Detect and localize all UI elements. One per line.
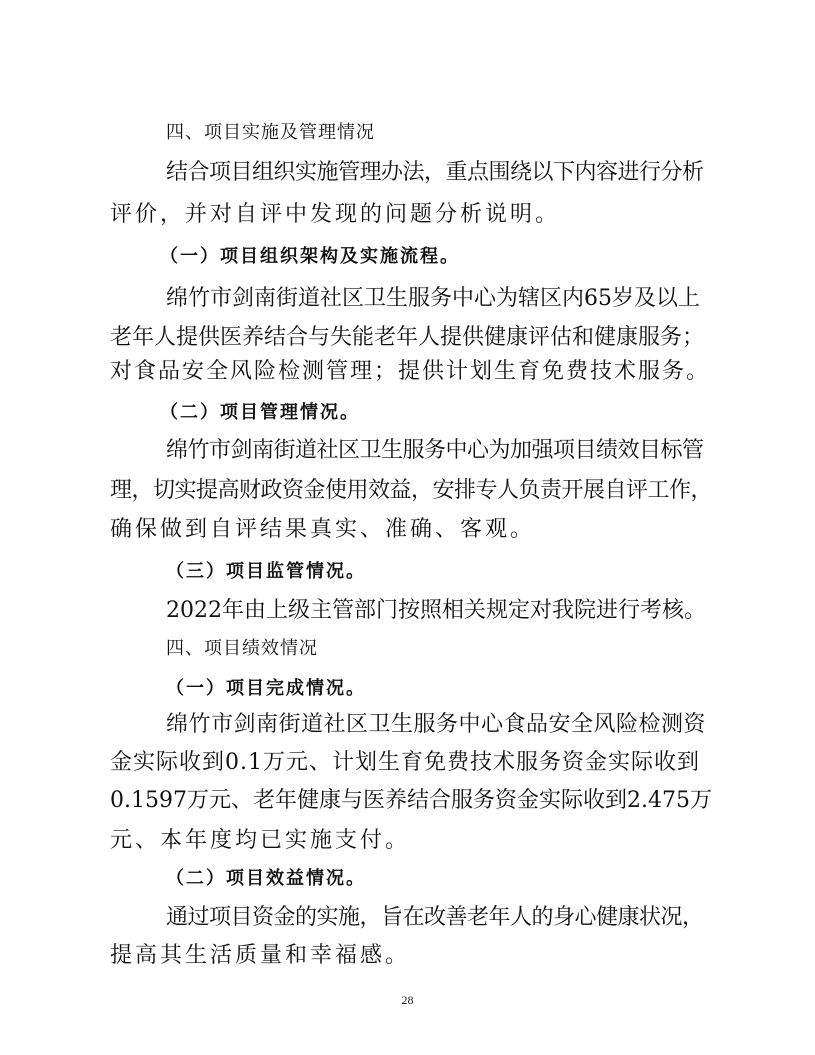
paragraph-line: 提高其生活质量和幸福感。	[110, 943, 411, 968]
subsection-heading-benefit: （二）项目效益情况。	[166, 868, 366, 889]
subsection-heading-organization: （一）项目组织架构及实施流程。	[160, 246, 460, 267]
paragraph-line: 评价，并对自评中发现的问题分析说明。	[110, 202, 561, 227]
subsection-heading-supervision: （三）项目监管情况。	[166, 561, 366, 582]
paragraph-line: 绵竹市剑南街道社区卫生服务中心食品安全风险检测资	[166, 712, 707, 737]
paragraph-line: 2022年由上级主管部门按照相关规定对我院进行考核。	[166, 598, 706, 623]
paragraph-line: 老年人提供医养结合与失能老年人提供健康评估和健康服务；	[110, 325, 705, 350]
paragraph-line: 0.1597万元、老年健康与医养结合服务资金实际收到2.475万	[110, 788, 712, 813]
page-number: 28	[401, 993, 414, 1007]
section-heading-implementation: 四、项目实施及管理情况	[166, 122, 375, 143]
subsection-heading-completion: （一）项目完成情况。	[166, 678, 366, 699]
section-heading-performance: 四、项目绩效情况	[166, 638, 318, 659]
subsection-heading-management: （二）项目管理情况。	[160, 402, 360, 423]
paragraph-line: 绵竹市剑南街道社区卫生服务中心为加强项目绩效目标管	[166, 438, 704, 463]
paragraph-line: 结合项目组织实施管理办法，重点围绕以下内容进行分析	[166, 160, 704, 185]
paragraph-line: 确保做到自评结果真实、准确、客观。	[110, 517, 536, 542]
paragraph-line: 金实际收到0.1万元、计划生育免费技术服务资金实际收到	[110, 750, 700, 775]
paragraph-line: 绵竹市剑南街道社区卫生服务中心为辖区内65岁及以上	[166, 286, 700, 311]
paragraph-line: 对食品安全风险检测管理；提供计划生育免费技术服务。	[110, 359, 711, 384]
paragraph-line: 通过项目资金的实施，旨在改善老年人的身心健康状况，	[166, 905, 704, 930]
paragraph-line: 理，切实提高财政资金使用效益，安排专人负责开展自评工作，	[110, 478, 713, 503]
paragraph-line: 元、本年度均已实施支付。	[110, 828, 411, 853]
